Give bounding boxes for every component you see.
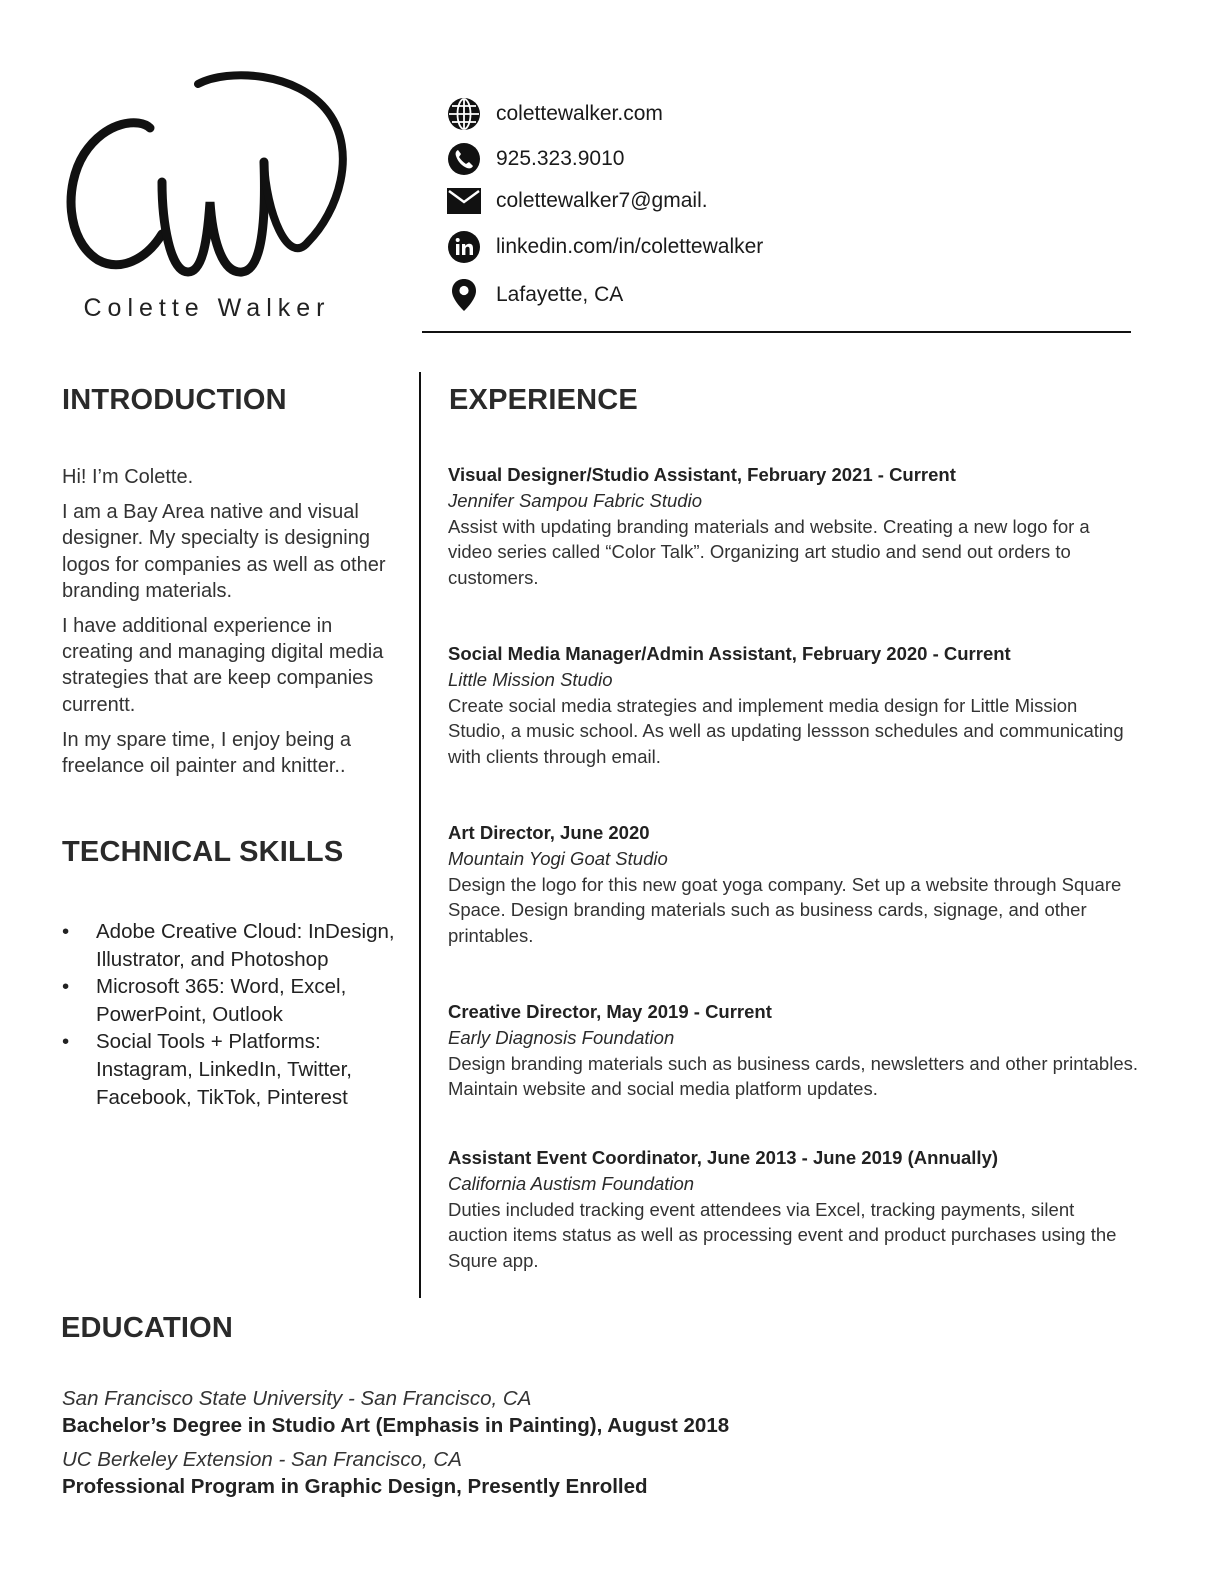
education-school: UC Berkeley Extension - San Francisco, CA (62, 1448, 462, 1471)
bullet: • (62, 1030, 70, 1054)
education-heading: EDUCATION (61, 1312, 234, 1344)
job-entry (448, 1145, 1138, 1274)
job-role: Creative Director, May 2019 - Current (448, 1001, 772, 1022)
linkedin-icon (446, 229, 482, 265)
skill-text: Social Tools + Platforms: Instagram, LinkedIn, Twitter, Facebook, TikTok, Pinterest (96, 1030, 352, 1109)
globe-icon (446, 96, 482, 132)
location-pin-icon (446, 277, 482, 313)
column-divider (419, 372, 421, 1298)
contact-website[interactable] (446, 96, 663, 132)
introduction-heading: INTRODUCTION (62, 384, 287, 416)
job-entry (448, 999, 1138, 1102)
job-company: Little Mission Studio (448, 668, 613, 690)
intro-paragraph: Hi! I’m Colette. (62, 466, 194, 488)
phone-icon (446, 141, 482, 177)
experience-heading: EXPERIENCE (449, 384, 638, 416)
job-entry (448, 462, 1138, 591)
job-role: Art Director, June 2020 (448, 822, 650, 843)
contact-divider (422, 331, 1131, 333)
contact-location (446, 277, 623, 313)
email-text[interactable]: colettewalker7@gmail. (496, 189, 708, 212)
job-role: Assistant Event Coordinator, June 2013 - June 2019 (Annually) (448, 1147, 999, 1168)
skills-list (62, 918, 402, 1111)
skill-text: Microsoft 365: Word, Excel, PowerPoint, Outlook (96, 975, 347, 1026)
education-school: San Francisco State University - San Francisco, CA (62, 1387, 532, 1410)
job-description: Assist with updating branding materials and website. Creating a new logo for a video series called “Color Talk”. Organizing art studio and send out orders to customers. (448, 515, 1090, 589)
intro-paragraph: In my spare time, I enjoy being a freelance oil painter and knitter.. (62, 728, 352, 778)
introduction-body (62, 464, 400, 788)
job-role: Visual Designer/Studio Assistant, February 2021 - Current (448, 464, 956, 485)
mail-icon (446, 183, 482, 219)
job-description: Create social media strategies and implement media design for Little Mission Studio, a music school. As well as updating lessson schedules and communicating with clients through email. (448, 694, 1124, 768)
job-description: Duties included tracking event attendees via Excel, tracking payments, silent auction items status as well as processing event and product purchases using the Squre app. (448, 1198, 1117, 1272)
education-degree: Bachelor’s Degree in Studio Art (Emphasis in Painting), August 2018 (62, 1414, 730, 1437)
education-degree: Professional Program in Graphic Design, Presently Enrolled (62, 1475, 648, 1498)
cw-logo-mark (58, 62, 358, 284)
intro-paragraph: I have additional experience in creating and managing digital media strategies that are keep companies currentt. (62, 615, 384, 716)
skill-text: Adobe Creative Cloud: InDesign, Illustrator, and Photoshop (96, 920, 395, 971)
job-company: Mountain Yogi Goat Studio (448, 847, 668, 869)
list-item (62, 1028, 402, 1111)
location-text: Lafayette, CA (496, 283, 624, 306)
website-text[interactable]: colettewalker.com (496, 102, 663, 125)
linkedin-text[interactable]: linkedin.com/in/colettewalker (496, 235, 764, 258)
list-item (62, 918, 402, 973)
job-entry (448, 641, 1138, 770)
phone-text[interactable]: 925.323.9010 (496, 147, 625, 170)
intro-paragraph: I am a Bay Area native and visual designer. My specialty is designing logos for companies as well as other branding materials. (62, 501, 386, 602)
job-entry (448, 820, 1138, 949)
bullet: • (62, 920, 70, 943)
list-item (62, 973, 402, 1028)
contact-linkedin[interactable] (446, 229, 763, 265)
job-company: Jennifer Sampou Fabric Studio (448, 489, 702, 511)
job-role: Social Media Manager/Admin Assistant, February 2020 - Current (448, 643, 1011, 664)
job-description: Design the logo for this new goat yoga company. Set up a website through Square Space. Design branding materials such as business cards, signage, and other printables. (448, 873, 1122, 947)
contact-email[interactable] (446, 183, 708, 219)
job-company: California Austism Foundation (448, 1172, 695, 1194)
job-description: Design branding materials such as business cards, newsletters and other printables. Maintain website and social media platform updates. (448, 1052, 1139, 1100)
bullet: • (62, 975, 70, 999)
job-company: Early Diagnosis Foundation (448, 1026, 675, 1048)
logo-name: Colette Walker (83, 294, 331, 322)
technical-skills-heading: TECHNICAL SKILLS (62, 836, 344, 868)
contact-phone[interactable] (446, 141, 624, 177)
